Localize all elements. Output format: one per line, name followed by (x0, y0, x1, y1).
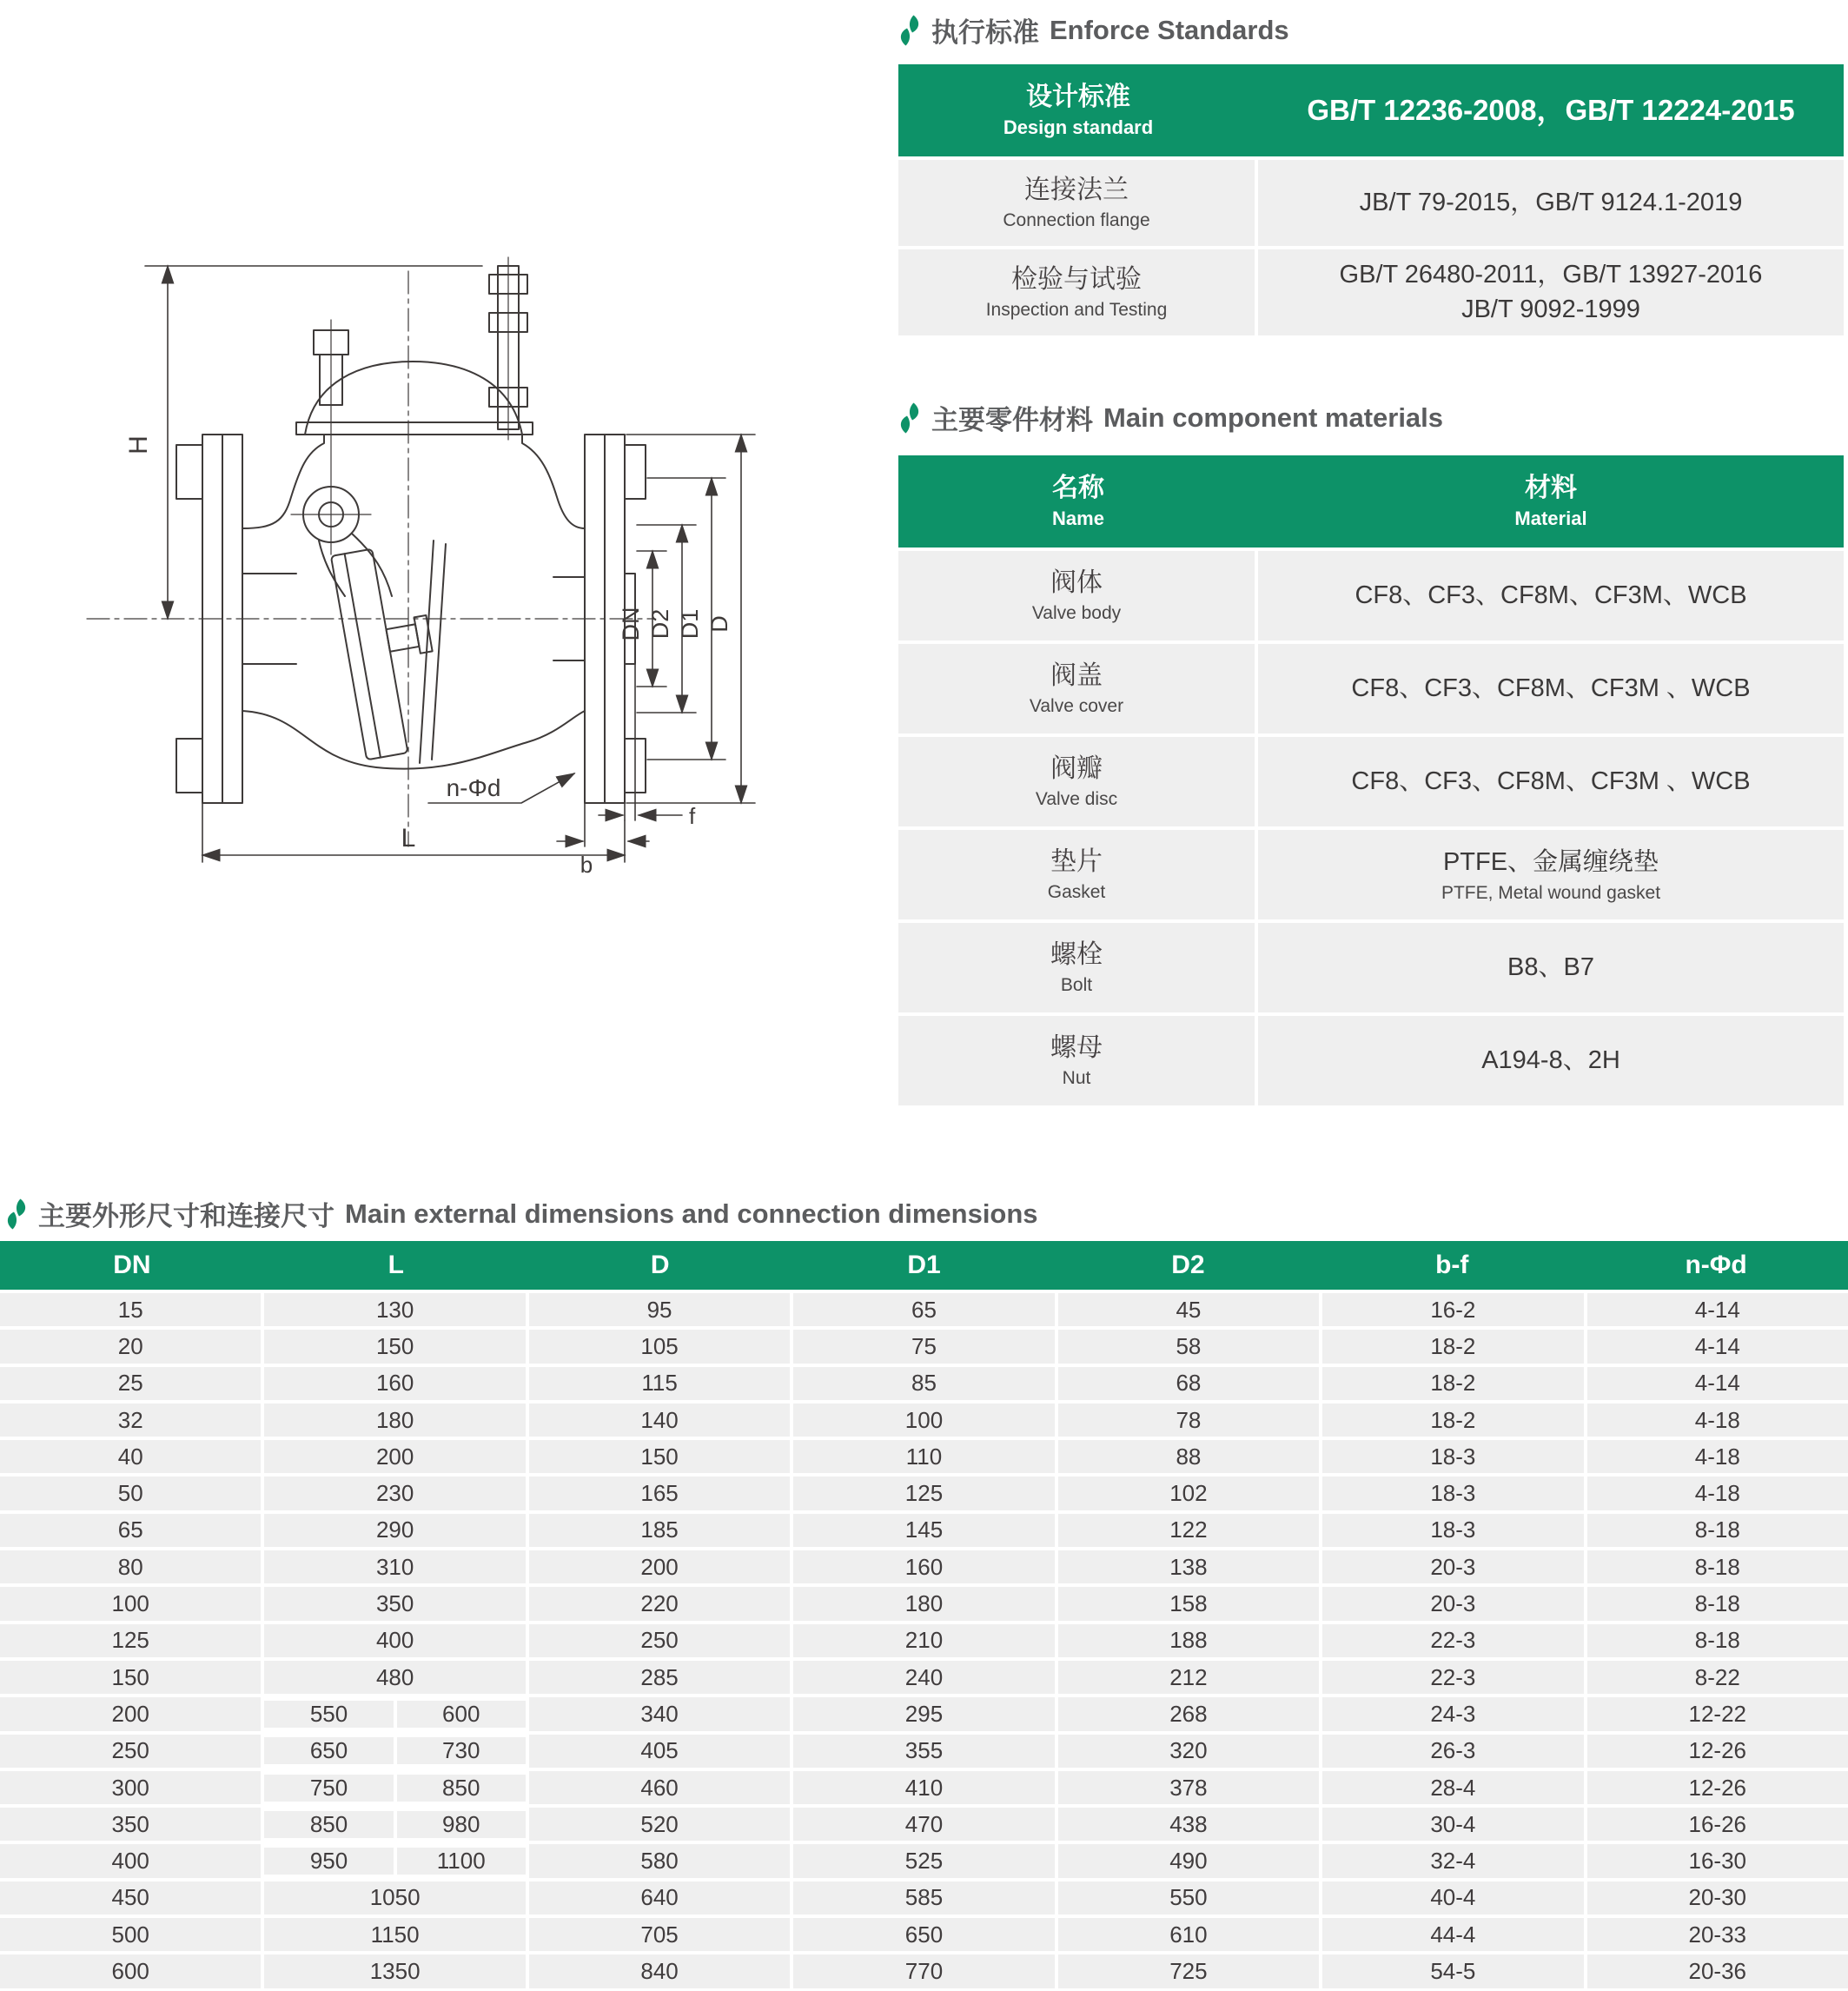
table-cell-dn: 150 (0, 1661, 261, 1694)
table-cell-nd: 4-18 (1587, 1404, 1848, 1437)
dim-label-b: b (580, 852, 593, 878)
row-label-cell (898, 551, 1255, 640)
table-cell-nd: 4-14 (1587, 1367, 1848, 1400)
materials-section-title (898, 398, 1443, 437)
table-row (898, 64, 1844, 156)
table-cell-d: 285 (529, 1661, 790, 1694)
table-cell-l (264, 1771, 525, 1804)
table-cell-d2: 550 (1058, 1881, 1319, 1915)
table-cell-l: 160 (264, 1367, 525, 1400)
table-cell-nd: 4-14 (1587, 1293, 1848, 1326)
table-cell-d1: 770 (793, 1954, 1054, 1988)
row-value-cell (1258, 830, 1844, 919)
row-label-cell (898, 644, 1255, 733)
row-label-en: Design standard (1003, 116, 1154, 138)
table-cell-d2: 212 (1058, 1661, 1319, 1694)
table-cell-d1: 125 (793, 1477, 1054, 1510)
table-cell-dn: 32 (0, 1404, 261, 1437)
table-cell-d1: 295 (793, 1697, 1054, 1730)
table-row (898, 551, 1844, 640)
table-cell-l (264, 1844, 525, 1877)
table-cell-d1: 525 (793, 1844, 1054, 1877)
row-label-cn: 阀体 (1050, 567, 1103, 597)
valve-drawing-svg (74, 228, 782, 879)
dim-label-dn: DN (618, 607, 644, 641)
table-cell-nd: 8-22 (1587, 1661, 1848, 1694)
table-row (898, 737, 1844, 826)
row-label-cell (898, 923, 1255, 1012)
table-cell-d2: 102 (1058, 1477, 1319, 1510)
table-cell-bf: 16-2 (1322, 1293, 1583, 1326)
table-cell-l (264, 1697, 525, 1730)
table-cell-d2: 188 (1058, 1624, 1319, 1657)
table-cell-nd: 4-14 (1587, 1330, 1848, 1363)
row-label-cn: 螺母 (1050, 1032, 1103, 1062)
hinge-bolt (314, 320, 348, 554)
table-cell-d: 460 (529, 1771, 790, 1804)
table-cell-dn: 20 (0, 1330, 261, 1363)
table-cell-d: 140 (529, 1404, 790, 1437)
table-cell-dn: 65 (0, 1514, 261, 1547)
row-value-cell (1258, 160, 1844, 246)
table-cell-nd: 4-18 (1587, 1440, 1848, 1473)
dimensions-table-header (0, 1241, 1848, 1290)
row-label-en: Gasket (1047, 881, 1106, 902)
standards-section-title (898, 10, 1289, 50)
table-cell-d1: 145 (793, 1514, 1054, 1547)
row-value-cell (1258, 644, 1844, 733)
valve-body-outline (242, 435, 585, 769)
table-cell-d1: 470 (793, 1808, 1054, 1841)
row-value-cell (1258, 923, 1844, 1012)
table-cell-l: 480 (264, 1661, 525, 1694)
row-label-cn: 连接法兰 (1024, 175, 1129, 204)
table-cell-l-0: 550 (264, 1701, 393, 1728)
table-cell-l-0: 750 (264, 1775, 393, 1802)
table-cell-l-0: 850 (264, 1811, 393, 1838)
table-cell-d: 95 (529, 1293, 790, 1326)
column-header-b-f: b-f (1435, 1251, 1469, 1279)
table-cell-dn: 15 (0, 1293, 261, 1326)
table-cell-d: 840 (529, 1954, 790, 1988)
row-value-text-line2: JB/T 9092-1999 (1461, 295, 1640, 323)
column-header-l: L (387, 1251, 404, 1279)
table-cell-d: 115 (529, 1367, 790, 1400)
table-cell-bf: 18-3 (1322, 1514, 1583, 1547)
table-cell-l: 180 (264, 1404, 525, 1437)
dimensions-section-title (5, 1194, 1038, 1233)
table-cell-dn: 25 (0, 1367, 261, 1400)
table-cell-nd: 8-18 (1587, 1624, 1848, 1657)
row-label-en: Bolt (1060, 974, 1093, 995)
table-cell-nd: 20-36 (1587, 1954, 1848, 1988)
table-cell-nd: 4-18 (1587, 1477, 1848, 1510)
column-header-dn: DN (113, 1251, 151, 1279)
table-row (898, 249, 1844, 335)
table-cell-d2: 268 (1058, 1697, 1319, 1730)
row-value-text: JB/T 79-2015，GB/T 9124.1-2019 (1359, 188, 1743, 216)
dim-label-d1: D1 (677, 608, 703, 640)
row-label-cn: 垫片 (1050, 846, 1103, 876)
dimensions-table-body (0, 1293, 1848, 1988)
table-cell-d: 640 (529, 1881, 790, 1915)
table-cell-dn: 500 (0, 1918, 261, 1951)
table-cell-l-0: 950 (264, 1848, 393, 1875)
table-cell-l-1: 1100 (397, 1848, 526, 1875)
valve-drawing (74, 228, 782, 879)
table-cell-l: 290 (264, 1514, 525, 1547)
table-cell-d1: 410 (793, 1771, 1054, 1804)
dim-label-n-phi-d: n-Φd (446, 774, 501, 801)
table-cell-l: 400 (264, 1624, 525, 1657)
row-label-cell (898, 160, 1255, 246)
table-cell-dn: 50 (0, 1477, 261, 1510)
table-cell-l-1: 980 (397, 1811, 526, 1838)
row-label-cn: 螺栓 (1050, 939, 1103, 969)
column-header-d: D (650, 1251, 670, 1279)
row-value-text: A194-8、2H (1481, 1045, 1620, 1074)
dim-label-d2: D2 (647, 608, 673, 640)
dim-label-h: H (124, 435, 153, 455)
table-cell-d2: 490 (1058, 1844, 1319, 1877)
row-label-cell (898, 1016, 1255, 1105)
materials-title-cn: 主要零件材料 (931, 405, 1093, 435)
table-cell-d: 220 (529, 1587, 790, 1620)
standards-title-cn: 执行标准 (931, 17, 1039, 48)
row-label-cn: 阀盖 (1050, 660, 1103, 690)
table-cell-dn: 450 (0, 1881, 261, 1915)
table-cell-d1: 180 (793, 1587, 1054, 1620)
table-cell-l-1: 730 (397, 1737, 526, 1764)
row-label-cn: 名称 (1052, 473, 1104, 502)
leaf-icon (898, 15, 921, 46)
table-cell-d: 405 (529, 1735, 790, 1768)
row-value-text: GB/T 26480-2011，GB/T 13927-2016 (1339, 261, 1763, 289)
table-cell-dn: 350 (0, 1808, 261, 1841)
table-cell-d2: 68 (1058, 1367, 1319, 1400)
table-cell-l: 1150 (264, 1918, 525, 1951)
table-cell-dn: 40 (0, 1440, 261, 1473)
table-cell-d1: 160 (793, 1550, 1054, 1583)
table-cell-dn: 80 (0, 1550, 261, 1583)
row-value-en: Material (1514, 507, 1587, 529)
table-cell-dn: 600 (0, 1954, 261, 1988)
row-value-text: CF8、CF3、CF8M、CF3M、WCB (1355, 581, 1747, 609)
table-cell-d2: 78 (1058, 1404, 1319, 1437)
row-value-cell (1258, 64, 1844, 156)
table-cell-l: 130 (264, 1293, 525, 1326)
table-cell-bf: 30-4 (1322, 1808, 1583, 1841)
table-row (898, 644, 1844, 733)
row-label-cell (898, 455, 1258, 548)
table-cell-d: 520 (529, 1808, 790, 1841)
table-cell-l (264, 1808, 525, 1841)
table-cell-bf: 22-3 (1322, 1661, 1583, 1694)
row-value-text: CF8、CF3、CF8M、CF3M 、WCB (1351, 674, 1751, 702)
table-cell-dn: 250 (0, 1735, 261, 1768)
table-cell-l: 310 (264, 1550, 525, 1583)
column-header-n-phi-d: n-Φd (1685, 1251, 1747, 1279)
table-cell-bf: 28-4 (1322, 1771, 1583, 1804)
bonnet-bolt (489, 257, 527, 440)
row-value-cell (1258, 455, 1844, 548)
table-cell-l-0: 650 (264, 1737, 393, 1764)
table-cell-nd: 16-30 (1587, 1844, 1848, 1877)
table-cell-nd: 12-26 (1587, 1771, 1848, 1804)
table-cell-d1: 85 (793, 1367, 1054, 1400)
leaf-icon (5, 1198, 28, 1230)
column-header-d1: D1 (907, 1251, 941, 1279)
table-cell-d: 165 (529, 1477, 790, 1510)
table-cell-d2: 58 (1058, 1330, 1319, 1363)
row-value-subtext: PTFE, Metal wound gasket (1441, 883, 1661, 904)
table-row (898, 923, 1844, 1012)
table-cell-d2: 610 (1058, 1918, 1319, 1951)
table-cell-l: 350 (264, 1587, 525, 1620)
row-label-en: Nut (1062, 1067, 1091, 1088)
table-cell-d: 150 (529, 1440, 790, 1473)
materials-title-en: Main component materials (1103, 402, 1444, 433)
table-cell-bf: 18-3 (1322, 1440, 1583, 1473)
table-cell-d2: 158 (1058, 1587, 1319, 1620)
materials-table (898, 455, 1844, 1109)
row-label-en: Valve body (1031, 602, 1122, 623)
table-cell-d1: 75 (793, 1330, 1054, 1363)
table-cell-bf: 18-2 (1322, 1367, 1583, 1400)
row-label-cn: 阀瓣 (1050, 753, 1103, 783)
table-cell-d2: 378 (1058, 1771, 1319, 1804)
dimensions-title-cn: 主要外形尺寸和连接尺寸 (38, 1201, 334, 1231)
table-cell-bf: 44-4 (1322, 1918, 1583, 1951)
table-cell-l: 1050 (264, 1881, 525, 1915)
table-cell-d2: 122 (1058, 1514, 1319, 1547)
table-cell-bf: 20-3 (1322, 1587, 1583, 1620)
dimensions-title-en: Main external dimensions and connection dimensions (345, 1198, 1038, 1229)
table-cell-dn: 125 (0, 1624, 261, 1657)
table-cell-d1: 355 (793, 1735, 1054, 1768)
row-label-en: Valve cover (1029, 695, 1124, 716)
table-row (898, 1016, 1844, 1105)
table-cell-d1: 240 (793, 1661, 1054, 1694)
table-cell-bf: 54-5 (1322, 1954, 1583, 1988)
dimension-lines (145, 266, 755, 862)
table-cell-d2: 88 (1058, 1440, 1319, 1473)
table-cell-l-1: 850 (397, 1775, 526, 1802)
row-value-cell (1258, 737, 1844, 826)
table-cell-d1: 100 (793, 1404, 1054, 1437)
table-cell-d: 705 (529, 1918, 790, 1951)
table-cell-d2: 725 (1058, 1954, 1319, 1988)
row-label-cell (898, 737, 1255, 826)
table-cell-nd: 16-26 (1587, 1808, 1848, 1841)
table-cell-nd: 12-26 (1587, 1735, 1848, 1768)
table-cell-dn: 400 (0, 1844, 261, 1877)
row-label-en: Valve disc (1035, 788, 1118, 809)
table-cell-dn: 100 (0, 1587, 261, 1620)
table-cell-d2: 45 (1058, 1293, 1319, 1326)
dim-label-l: L (401, 824, 416, 853)
table-row (898, 455, 1844, 548)
table-cell-d1: 585 (793, 1881, 1054, 1915)
table-cell-d: 200 (529, 1550, 790, 1583)
table-cell-bf: 18-2 (1322, 1404, 1583, 1437)
row-label-cn: 检验与试验 (1011, 264, 1142, 294)
table-cell-d: 250 (529, 1624, 790, 1657)
column-header-d2: D2 (1171, 1251, 1205, 1279)
table-cell-d: 105 (529, 1330, 790, 1363)
row-label-en: Name (1052, 507, 1104, 529)
table-cell-bf: 22-3 (1322, 1624, 1583, 1657)
table-cell-nd: 8-18 (1587, 1550, 1848, 1583)
table-cell-d1: 65 (793, 1293, 1054, 1326)
table-cell-dn: 200 (0, 1697, 261, 1730)
table-cell-l (264, 1735, 525, 1768)
row-label-en: Connection flange (1003, 209, 1150, 230)
table-cell-l: 1350 (264, 1954, 525, 1988)
table-cell-nd: 8-18 (1587, 1587, 1848, 1620)
table-cell-bf: 18-2 (1322, 1330, 1583, 1363)
row-label-cell (898, 249, 1255, 335)
table-cell-d: 185 (529, 1514, 790, 1547)
row-label-cn: 设计标准 (1026, 82, 1130, 111)
table-cell-nd: 20-33 (1587, 1918, 1848, 1951)
row-value-text: GB/T 12236-2008，GB/T 12224-2015 (1307, 93, 1795, 126)
table-cell-nd: 12-22 (1587, 1697, 1848, 1730)
table-cell-d1: 110 (793, 1440, 1054, 1473)
table-cell-dn: 300 (0, 1771, 261, 1804)
dim-label-d: D (706, 615, 732, 633)
table-cell-d2: 138 (1058, 1550, 1319, 1583)
table-cell-nd: 8-18 (1587, 1514, 1848, 1547)
leaf-icon (898, 402, 921, 434)
row-value-text: B8、B7 (1507, 952, 1594, 981)
dim-label-f: f (689, 803, 696, 829)
row-value-cell (1258, 249, 1844, 335)
row-label-en: Inspection and Testing (985, 299, 1168, 320)
table-cell-d2: 438 (1058, 1808, 1319, 1841)
table-cell-d1: 650 (793, 1918, 1054, 1951)
table-cell-d: 340 (529, 1697, 790, 1730)
table-cell-d1: 210 (793, 1624, 1054, 1657)
row-value-text: CF8、CF3、CF8M、CF3M 、WCB (1351, 767, 1751, 795)
row-label-cell (898, 64, 1258, 156)
table-cell-bf: 20-3 (1322, 1550, 1583, 1583)
row-value-cell (1258, 1016, 1844, 1105)
table-cell-nd: 20-30 (1587, 1881, 1848, 1915)
table-row (898, 160, 1844, 246)
table-cell-l-1: 600 (397, 1701, 526, 1728)
standards-title-en: Enforce Standards (1050, 14, 1289, 45)
table-cell-bf: 32-4 (1322, 1844, 1583, 1877)
table-cell-bf: 24-3 (1322, 1697, 1583, 1730)
table-cell-l: 200 (264, 1440, 525, 1473)
row-value-cell (1258, 551, 1844, 640)
row-label-cell (898, 830, 1255, 919)
table-cell-bf: 26-3 (1322, 1735, 1583, 1768)
table-cell-bf: 40-4 (1322, 1881, 1583, 1915)
table-cell-l: 230 (264, 1477, 525, 1510)
table-cell-l: 150 (264, 1330, 525, 1363)
row-value-text: PTFE、金属缠绕垫 (1442, 847, 1659, 876)
table-cell-d2: 320 (1058, 1735, 1319, 1768)
table-cell-bf: 18-3 (1322, 1477, 1583, 1510)
table-row (898, 830, 1844, 919)
table-cell-d: 580 (529, 1844, 790, 1877)
standards-table (898, 64, 1844, 339)
row-value-cn: 材料 (1525, 473, 1577, 502)
